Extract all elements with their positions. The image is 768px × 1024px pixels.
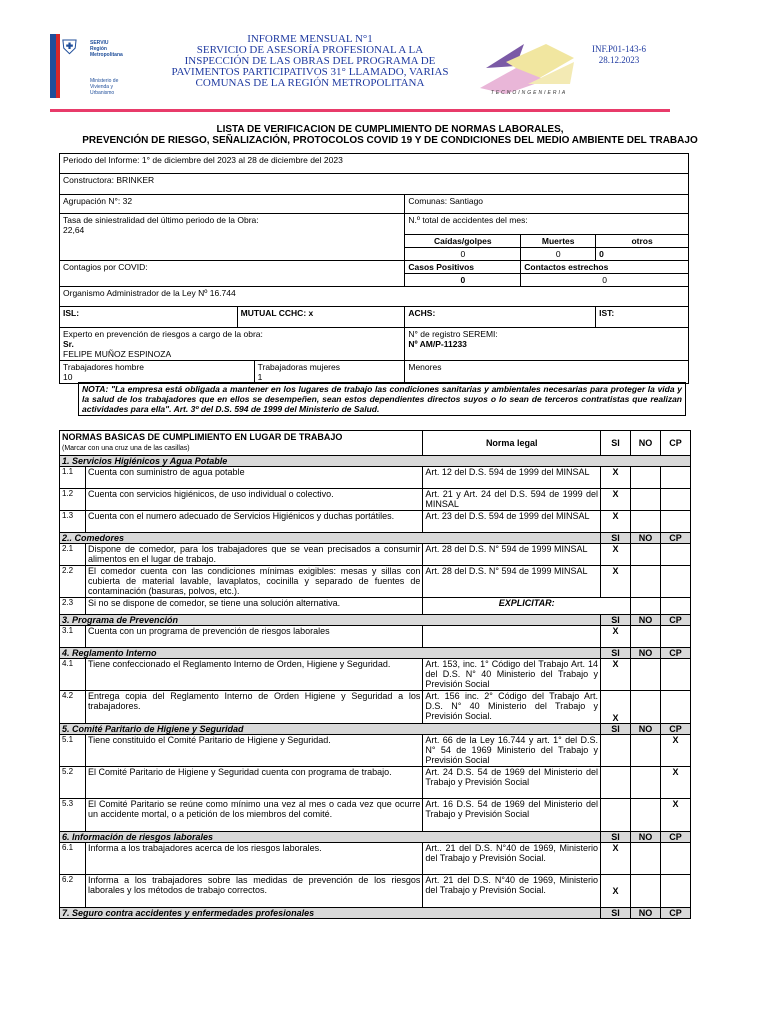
muertes-label: Muertes (521, 235, 596, 248)
table-row: 5.1 Tiene constituido el Comité Paritario de Higiene y Seguridad. Art. 66 de la Ley 16.744 y art. 1° del D.S. N° 54 de 1969 Ministerio del Trabajo y Previsión Social X (60, 735, 691, 767)
serviu-logo (50, 34, 123, 98)
estrechos-value: 0 (521, 274, 689, 287)
si-column-header: SI (601, 431, 631, 456)
table-row: 2.2 El comedor cuenta con las condiciones mínimas exigibles: mesas y sillas con cubierta de material lavable, lavaplatos, cocinilla y separado de fuentes de contaminación (basuras, polvos, etc.). Art. 28 del D.S. N° 594 de 1999 MINSAL X (60, 566, 691, 598)
agrupacion-field: Agrupación N°: 32 (60, 195, 405, 214)
si-mark: X (601, 626, 631, 648)
cp-mark: X (660, 767, 690, 799)
positivos-label: Casos Positivos (405, 261, 521, 274)
si-mark: X (601, 566, 631, 598)
norms-title: NORMAS BASICAS DE CUMPLIMIENTO EN LUGAR DE TRABAJO (Marcar con una cruz una de las casillas) (60, 431, 423, 456)
header-divider (50, 109, 670, 112)
si-mark: X (601, 511, 631, 533)
section-header: 6. Información de riesgos laborales SI NO CP (60, 832, 691, 843)
si-mark: X (601, 875, 631, 908)
section-header: 5. Comité Paritario de Higiene y Seguridad SI NO CP (60, 724, 691, 735)
section-header: 3. Programa de Prevención SI NO CP (60, 615, 691, 626)
norms-checklist-table (59, 430, 691, 919)
section-header: 4. Reglamento Interno SI NO CP (60, 648, 691, 659)
section-header: 2.. Comedores SI NO CP (60, 533, 691, 544)
coat-of-arms-icon: ⛨ (62, 37, 77, 59)
table-row: 6.1 Informa a los trabajadores acerca de los riesgos laborales. Art.. 21 del D.S. N°40 de 1969, Ministerio del Trabajo y Previsión Social. X (60, 843, 691, 875)
muertes-value: 0 (521, 248, 596, 261)
table-row: 2.3 Si no se dispone de comedor, se tiene una solución alternativa. EXPLICITAR: (60, 598, 691, 615)
seremi-field: N° de registro SEREMI: Nº AM/P-11233 (405, 328, 689, 361)
legal-column-header: Norma legal (423, 431, 601, 456)
table-row: 4.2 Entrega copia del Reglamento Interno de Orden Higiene y Seguridad a los trabajadores. Art. 156 inc. 2° Código del Trabajo Art. D.S. N° 40 Ministerio del Trabajo y Previsión Social. X (60, 691, 691, 724)
table-row: 1.2 Cuenta con servicios higiénicos, de uso individual o colectivo. Art. 21 y Art. 24 del D.S. 594 de 1999 del MINSAL X (60, 489, 691, 511)
otros-label: otros (596, 235, 689, 248)
si-mark: X (601, 467, 631, 489)
legal-note: NOTA: "La empresa está obligada a mantener en los lugares de trabajo las condiciones sanitarias y ambientales necesarias para proteger la vida y la salud de los trabajadores que en ellos se desempeñen, sean estos dependientes directos suyos o lo sean de terceros contratistas que realizan actividades para ella". Art. 3º del D.S. 594 de 1999 del Ministerio de Salud. (78, 382, 686, 416)
table-row: 6.2 Informa a los trabajadores sobre las medidas de prevención de los riesgos laborales y los métodos de trabajo correctos. Art. 21 del D.S. N°40 de 1969, Ministerio del Trabajo y Previsión Social. X (60, 875, 691, 908)
logo-ministry-text: Ministerio de Vivienda y Urbanismo (90, 78, 119, 96)
tasa-field: Tasa de siniestralidad del último periodo de la Obra: 22,64 (60, 214, 405, 261)
table-row: 5.3 El Comité Paritario se reúne como mínimo una vez al mes o cada vez que ocurre un accidente mortal, o a petición de los miembros del comité. Art. 16 D.S. 54 de 1969 del Ministerio del Trabajo y Previsión Social X (60, 799, 691, 832)
section-header: 7. Seguro contra accidentes y enfermedades profesionales SI NO CP (60, 908, 691, 919)
mujeres-field: Trabajadoras mujeres 1 (254, 361, 405, 384)
reference-code: INF.P01-143-6 28.12.2023 (591, 44, 647, 65)
mutual-field: MUTUAL CCHC: x (237, 307, 405, 328)
table-row: 2.1 Dispone de comedor, para los trabajadores que se vean precisados a consumir alimentos en el lugar de trabajo. Art. 28 del D.S. N° 594 de 1999 MINSAL X (60, 544, 691, 566)
achs-field: ACHS: (405, 307, 596, 328)
company-logo-text: TECNOINGENIERIA (490, 90, 568, 96)
accidentes-label: N.º total de accidentes del mes: (405, 214, 689, 235)
table-row: 4.1 Tiene confeccionado el Reglamento Interno de Orden, Higiene y Seguridad. Art. 153, inc. 1° Código del Trabajo Art. 14 del D.S. N° 40 Ministerio del Trabajo y Previsión Social X (60, 659, 691, 691)
si-mark: X (601, 544, 631, 566)
project-info-table (59, 153, 689, 384)
table-row: 5.2 El Comité Paritario de Higiene y Seguridad cuenta con programa de trabajo. Art. 24 D.S. 54 de 1969 del Ministerio del Trabajo y Previsión Social X (60, 767, 691, 799)
table-row: 1.1 Cuenta con suministro de agua potable Art. 12 del D.S. 594 de 1999 del MINSAL X (60, 467, 691, 489)
contagios-field: Contagios por COVID: (60, 261, 405, 287)
cp-column-header: CP (660, 431, 690, 456)
section-header: 1. Servicios Higiénicos y Agua Potable (60, 456, 691, 467)
table-header (60, 431, 691, 456)
report-title: INFORME MENSUAL N°1 SERVICIO DE ASESORÍA PROFESIONAL A LA INSPECCIÓN DE LAS OBRAS DEL PROGRAMA DE PAVIMENTOS PARTICIPATIVOS 31° LLAMADO, VARIAS COMUNAS DE LA REGIÓN METROPOLITANA (171, 33, 449, 89)
document-title: LISTA DE VERIFICACION DE CUMPLIMIENTO DE NORMAS LABORALES, PREVENCIÓN DE RIESGO, SEÑALIZACIÓN, PROTOCOLOS COVID 19 Y DE CONDICIONES DEL MEDIO AMBIENTE DEL TRABAJO (82, 124, 698, 146)
caidas-value: 0 (405, 248, 521, 261)
ist-field: IST: (596, 307, 689, 328)
no-column-header: NO (631, 431, 661, 456)
otros-value: 0 (596, 248, 689, 261)
si-mark: X (601, 489, 631, 511)
si-mark: X (601, 659, 631, 691)
organismo-field: Organismo Administrador de la Ley Nº 16.744 (60, 287, 689, 307)
caidas-label: Caídas/golpes (405, 235, 521, 248)
menores-field: Menores (405, 361, 689, 384)
hombres-field: Trabajadores hombre 10 (60, 361, 255, 384)
si-mark: X (601, 691, 631, 724)
cp-mark: X (660, 799, 690, 832)
cp-mark: X (660, 735, 690, 767)
periodo-field: Periodo del Informe: 1° de diciembre del 2023 al 28 de diciembre del 2023 (60, 154, 689, 174)
isl-field: ISL: (60, 307, 238, 328)
estrechos-label: Contactos estrechos (521, 261, 689, 274)
comunas-field: Comunas: Santiago (405, 195, 689, 214)
logo-org-text: SERVIU Región Metropolitana (90, 40, 123, 58)
experto-field: Experto en prevención de riesgos a cargo de la obra: Sr. FELIPE MUÑOZ ESPINOZA (60, 328, 405, 361)
table-row: 3.1 Cuenta con un programa de prevención de riesgos laborales X (60, 626, 691, 648)
positivos-value: 0 (405, 274, 521, 287)
si-mark: X (601, 843, 631, 875)
table-row: 1.3 Cuenta con el numero adecuado de Servicios Higiénicos y duchas portátiles. Art. 23 del D.S. 594 de 1999 del MINSAL X (60, 511, 691, 533)
constructora-field: Constructora: BRINKER (60, 174, 689, 195)
